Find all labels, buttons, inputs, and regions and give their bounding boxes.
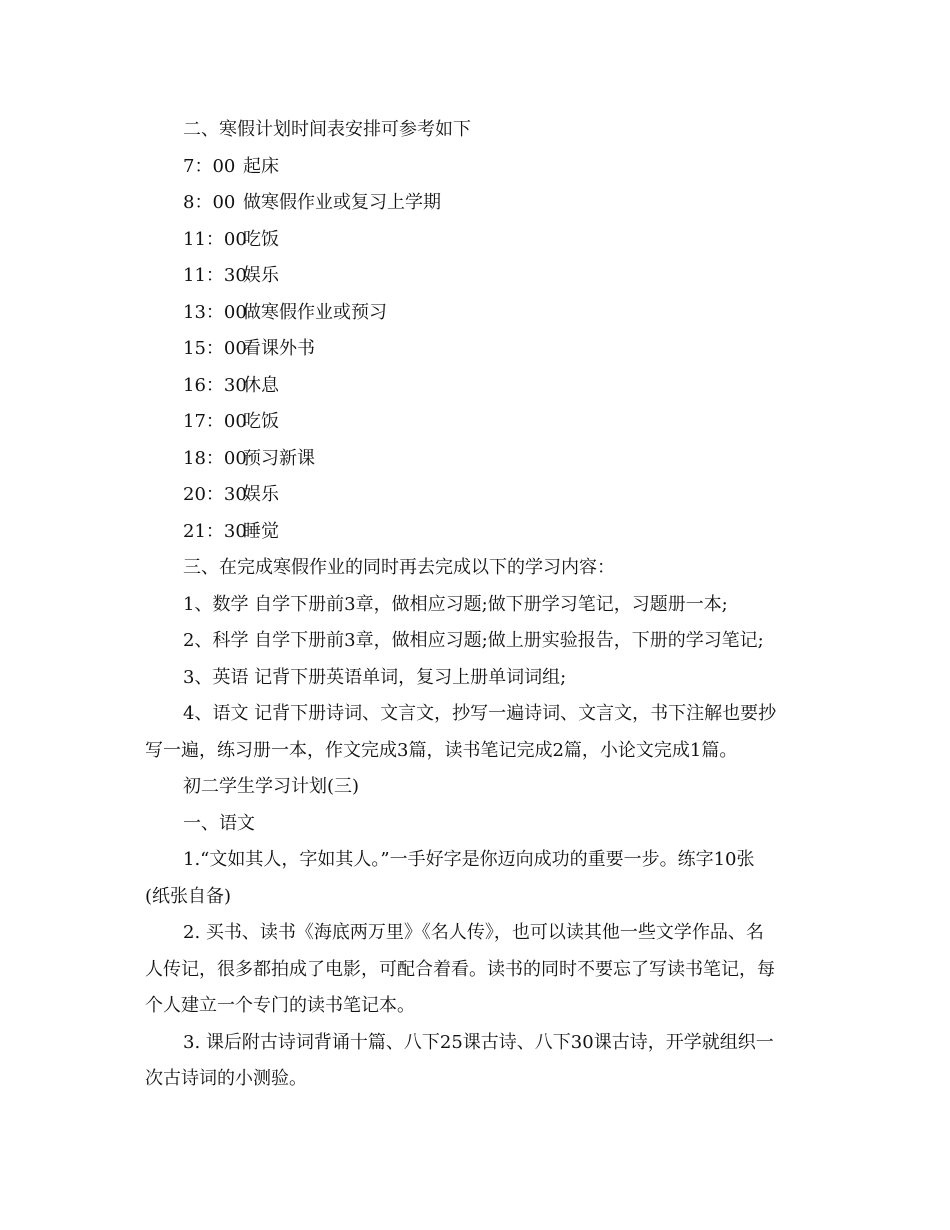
- schedule-activity: 吃饭: [243, 228, 279, 250]
- schedule-time: 18：00: [183, 447, 247, 469]
- paragraph-2-continued: 人传记，很多都拍成了电影，可配合着看。读书的同时不要忘了写读书笔记，每: [145, 958, 775, 980]
- schedule-time: 7：00: [183, 155, 236, 177]
- schedule-row: [145, 222, 810, 259]
- schedule-time: 21：30: [183, 520, 247, 542]
- schedule-row: [145, 404, 810, 441]
- schedule-row: [145, 258, 810, 295]
- schedule-activity: 预习新课: [243, 447, 315, 469]
- study-item-chinese-continued: 写一遍，练习册一本，作文完成3篇，读书笔记完成2篇，小论文完成1篇。: [145, 739, 738, 761]
- schedule-activity: 看课外书: [243, 338, 315, 359]
- schedule-row: [145, 441, 810, 478]
- section-heading: 二、寒假计划时间表安排可参考如下: [183, 119, 471, 140]
- paragraph-1-continued: (纸张自备): [145, 885, 232, 907]
- schedule-row: [145, 185, 810, 222]
- study-item-chinese: 4、语文 记背下册诗词、文言文，抄写一遍诗词、文言文，书下注解也要抄: [183, 703, 777, 724]
- schedule-list: [145, 149, 810, 551]
- schedule-activity: 起床: [243, 155, 279, 177]
- schedule-time: 11：00: [183, 228, 247, 250]
- schedule-activity: 吃饭: [243, 411, 279, 432]
- schedule-time: 20：30: [183, 484, 247, 505]
- study-item-science: 2、科学 自学下册前3章，做相应习题;做上册实验报告，下册的学习笔记;: [183, 630, 764, 651]
- schedule-time: 17：00: [183, 411, 247, 432]
- schedule-time: 16：30: [183, 374, 247, 396]
- schedule-activity: 娱乐: [243, 265, 279, 286]
- study-item-english: 3、英语 记背下册英语单词，复习上册单词词组;: [183, 666, 567, 688]
- schedule-activity: 睡觉: [243, 520, 279, 542]
- schedule-activity: 做寒假作业或预习: [243, 301, 387, 323]
- study-item-math: 1、数学 自学下册前3章，做相应习题;做下册学习笔记，习题册一本;: [183, 593, 728, 615]
- schedule-row: [145, 368, 810, 405]
- schedule-row: [145, 514, 810, 551]
- schedule-activity: 休息: [243, 374, 279, 396]
- paragraph-2: 2. 买书、读书《海底两万里》《名人传》，也可以读其他一些文学作品、名: [183, 922, 764, 943]
- schedule-row: [145, 149, 810, 186]
- plan-title: 初二学生学习计划(三): [183, 776, 360, 797]
- schedule-row: [145, 331, 810, 368]
- paragraph-3-continued: 次古诗词的小测验。: [145, 1068, 307, 1089]
- schedule-activity: 做寒假作业或复习上学期: [243, 192, 441, 213]
- paragraph-3: 3. 课后附古诗词背诵十篇、八下25课古诗、八下30课古诗，开学就组织一: [183, 1031, 774, 1053]
- schedule-time: 11：30: [183, 265, 247, 286]
- schedule-time: 13：00: [183, 301, 247, 323]
- schedule-row: [145, 477, 810, 514]
- schedule-row: [145, 295, 810, 332]
- schedule-time: 8：00: [183, 192, 236, 213]
- document-body: [145, 112, 810, 1098]
- subject-heading: 一、语文: [183, 812, 255, 834]
- paragraph-1: 1.“文如其人，字如其人。”一手好字是你迈向成功的重要一步。练字10张: [183, 849, 755, 870]
- schedule-activity: 娱乐: [243, 484, 279, 505]
- section-heading: 三、在完成寒假作业的同时再去完成以下的学习内容：: [183, 557, 615, 578]
- paragraph-2-continued: 个人建立一个专门的读书笔记本。: [145, 995, 415, 1016]
- schedule-time: 15：00: [183, 338, 247, 359]
